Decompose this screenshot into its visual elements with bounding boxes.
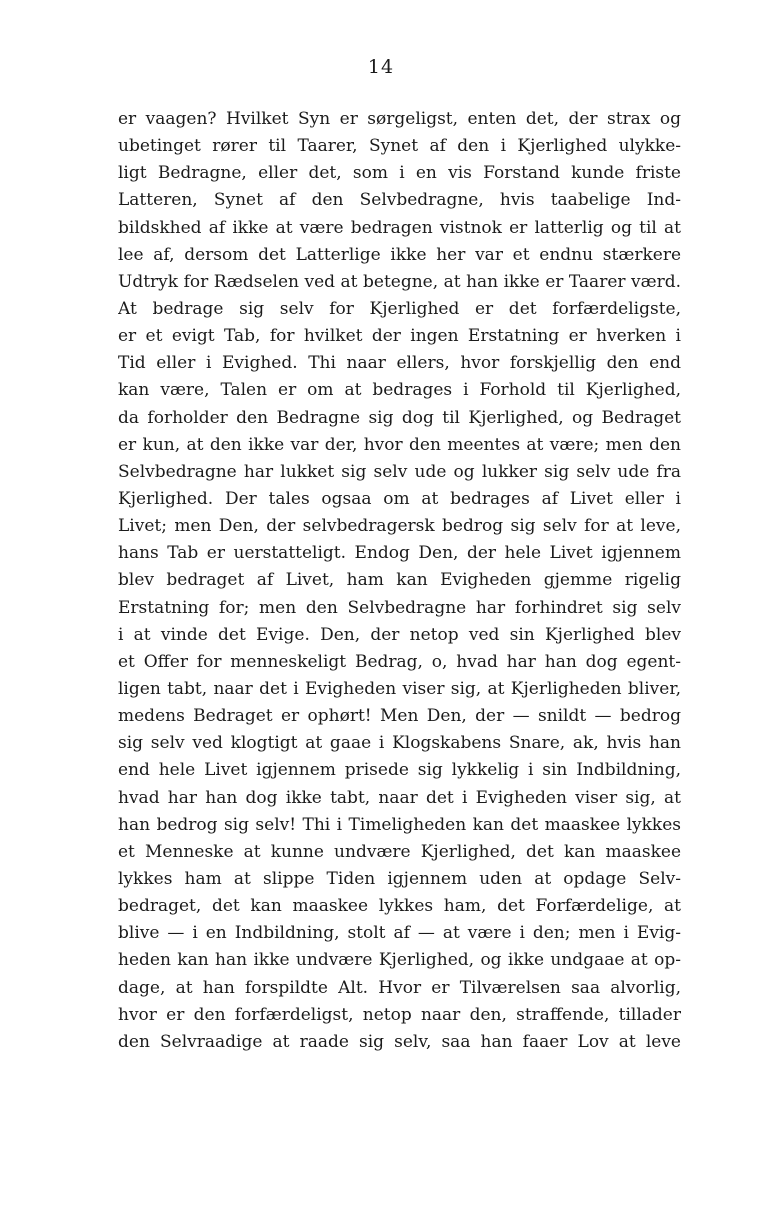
text-line: han bedrog sig selv! Thi i Timeligheden kan det maaskee lykkes	[118, 814, 681, 835]
text-line: Livet; men Den, der selvbedragersk bedrog sig selv for at leve,	[118, 516, 681, 537]
text-line: Kjerlighed. Der tales ogsaa om at bedrages af Livet eller i	[118, 488, 681, 509]
text-line: Tid eller i Evighed. Thi naar ellers, hvor forskjellig den end	[118, 353, 681, 374]
text-line: Udtryk for Rædselen ved at betegne, at han ikke er Taarer værd.	[118, 271, 681, 292]
page-number: 14	[367, 56, 395, 78]
text-line: ligen tabt, naar det i Evigheden viser sig, at Kjerligheden bliver,	[118, 678, 681, 699]
text-line: medens Bedraget er ophørt! Men Den, der — snildt — bedrog	[118, 706, 681, 727]
text-line: lykkes ham at slippe Tiden igjennem uden at opdage Selv-	[118, 868, 681, 889]
text-line: At bedrage sig selv for Kjerlighed er det forfærdeligste,	[118, 298, 681, 319]
text-line: hvor er den forfærdeligst, netop naar den, straffende, tillader	[118, 1004, 681, 1025]
text-line: ligt Bedragne, eller det, som i en vis Forstand kunde friste	[118, 163, 681, 184]
text-line: den Selvraadige at raade sig selv, saa han faaer Lov at leve	[118, 1031, 681, 1052]
text-line: Erstatning for; men den Selvbedragne har forhindret sig selv	[118, 597, 681, 618]
text-line: Latteren, Synet af den Selvbedragne, hvis taabelige Ind-	[118, 190, 681, 211]
text-line: end hele Livet igjennem prisede sig lykkelig i sin Indbildning,	[118, 760, 681, 781]
text-line: kan være, Talen er om at bedrages i Forhold til Kjerlighed,	[118, 380, 681, 401]
text-line: hans Tab er uerstatteligt. Endog Den, der hele Livet igjennem	[118, 543, 681, 564]
text-line: bildskhed af ikke at være bedragen vistnok er latterlig og til at	[118, 217, 681, 238]
text-line: er vaagen? Hvilket Syn er sørgeligst, enten det, der strax og	[118, 109, 681, 129]
text-line: lee af, dersom det Latterlige ikke her var et endnu stærkere	[118, 244, 681, 265]
body-text	[118, 106, 681, 1056]
text-line: er et evigt Tab, for hvilket der ingen Erstatning er hverken i	[118, 326, 681, 347]
text-line: ubetinget rører til Taarer, Synet af den i Kjerlighed ulykke-	[118, 136, 681, 157]
text-line: sig selv ved klogtigt at gaae i Klogskabens Snare, ak, hvis han	[118, 733, 681, 754]
text-line: i at vinde det Evige. Den, der netop ved sin Kjerlighed blev	[118, 624, 681, 645]
text-line: heden kan han ikke undvære Kjerlighed, og ikke undgaae at op-	[118, 950, 681, 971]
text-line: hvad har han dog ikke tabt, naar det i Evigheden viser sig, at	[118, 787, 681, 808]
text-line: er kun, at den ikke var der, hvor den meentes at være; men den	[118, 434, 681, 455]
text-line: et Menneske at kunne undvære Kjerlighed, det kan maaskee	[118, 841, 681, 862]
text-line: da forholder den Bedragne sig dog til Kjerlighed, og Bedraget	[118, 407, 681, 428]
text-line: Selvbedragne har lukket sig selv ude og lukker sig selv ude fra	[118, 461, 681, 482]
text-line: et Offer for menneskeligt Bedrag, o, hvad har han dog egent-	[118, 651, 681, 672]
text-line: blev bedraget af Livet, ham kan Evigheden gjemme rigelig	[118, 570, 681, 591]
text-line: bedraget, det kan maaskee lykkes ham, det Forfærdelige, at	[118, 896, 681, 917]
text-line: dage, at han forspildte Alt. Hvor er Tilværelsen saa alvorlig,	[118, 977, 681, 998]
text-line: blive — i en Indbildning, stolt af — at være i den; men i Evig-	[118, 923, 681, 944]
